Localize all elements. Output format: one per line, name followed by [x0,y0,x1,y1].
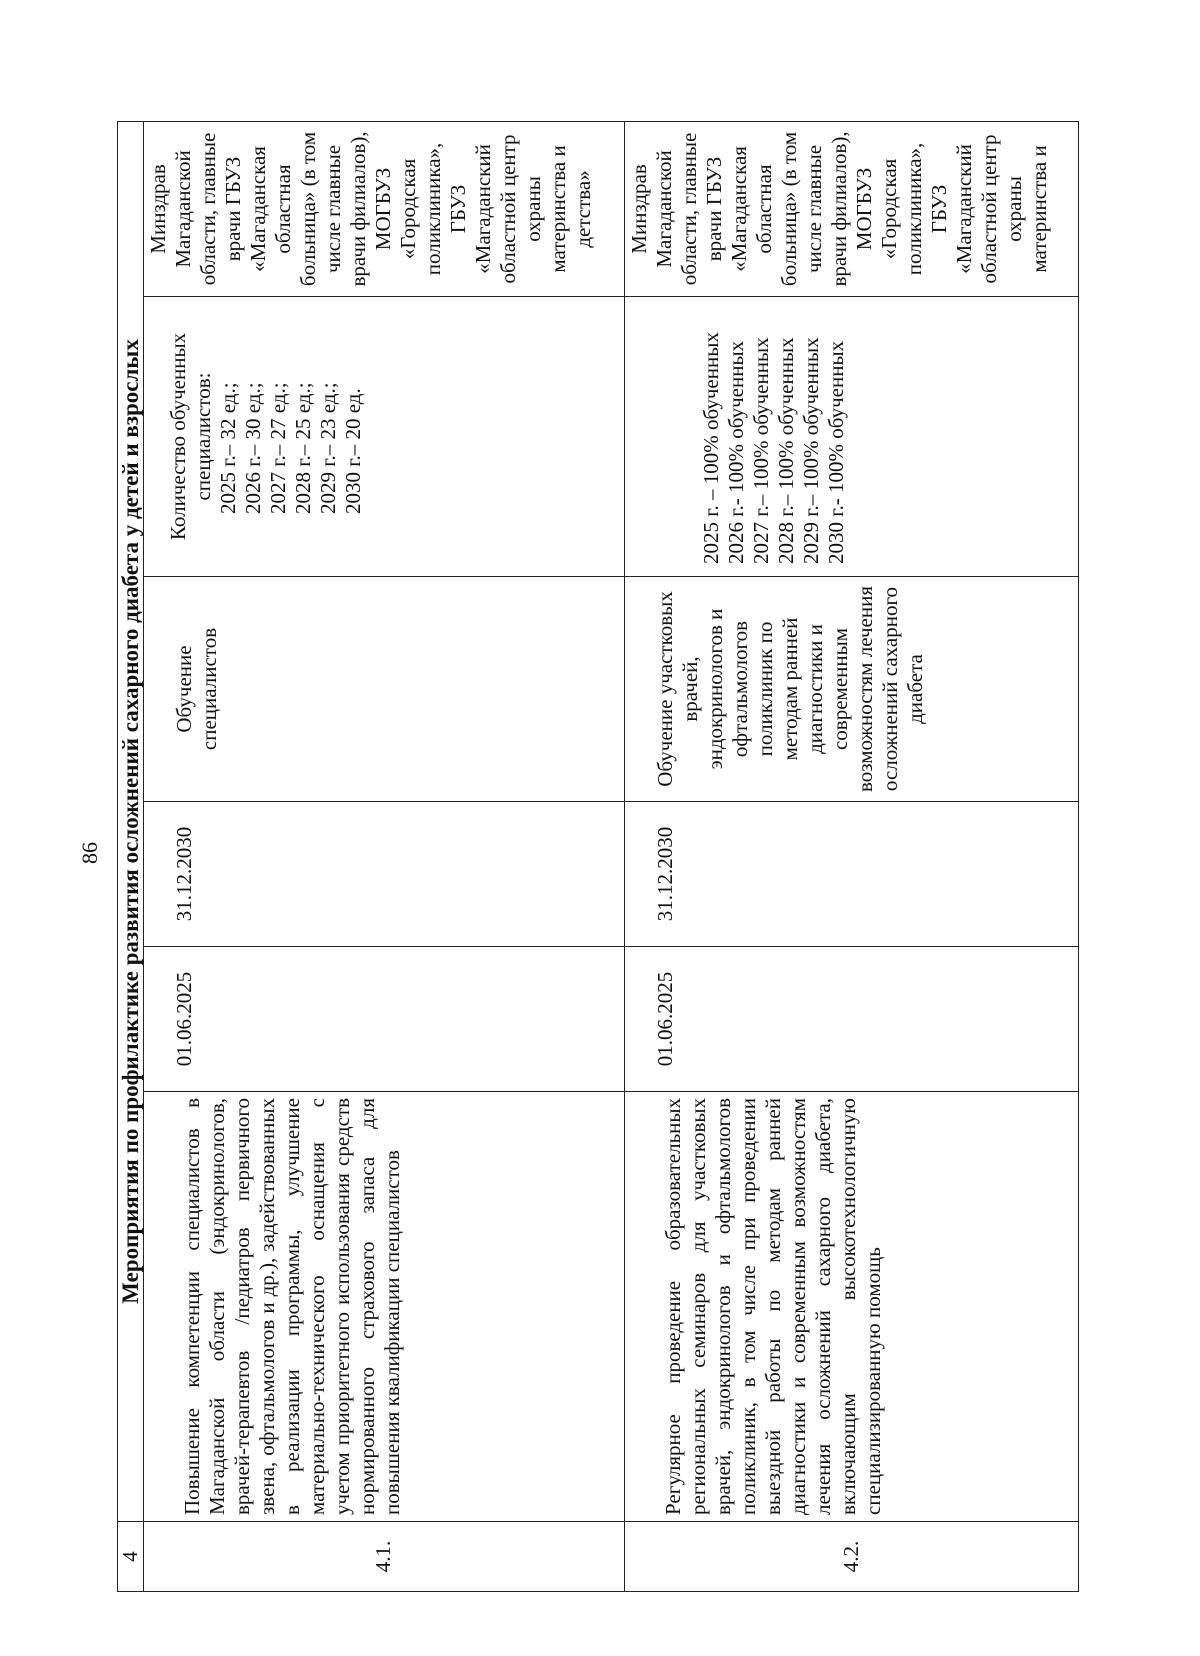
page-number: 86 [77,842,102,864]
indicator-cell [144,297,625,577]
indicator-line: 2029 г.– 100% обученных [798,337,823,564]
row-number: 4.1. [144,1522,625,1592]
rotated-table-container [117,122,1079,1592]
indicator-line: 2028 г.– 100% обученных [773,337,798,564]
header-row [118,121,144,1591]
end-date: 31.12.2030 [624,802,1078,947]
responsible-executors: Минздрав Магаданской области, главные врачи ГБУЗ «Магаданская областная больница» (в том числе главные врачи филиалов), МОГБУЗ «Городская поликлиника», ГБУЗ «Магаданский областной центр охраны материнства и детства» [144,121,625,296]
start-date: 01.06.2025 [144,947,625,1092]
indicator-title: Количество обученных специалистов: [166,332,215,541]
expected-result: Обучение специалистов [144,577,625,802]
start-date: 01.06.2025 [624,947,1078,1092]
indicator-line: 2026 г.– 30 ед.; [241,382,265,514]
measures-table [117,121,1079,1592]
indicator-cell [624,297,1078,577]
indicator-line: 2027 г.– 27 ед.; [266,382,290,514]
responsible-executors: Минздрав Магаданской области, главные врачи ГБУЗ «Магаданская областная больница» (в том числе главные врачи филиалов), МОГБУЗ «Городская поликлиника», ГБУЗ «Магаданский областной центр охраны материнства и [624,121,1078,296]
indicator-line: 2025 г.– 32 ед.; [216,382,240,514]
expected-result: Обучение участковых врачей, эндокринологов и офтальмологов поликлиник по методам ранней диагностики и современным возможностям лечения осложнений сахарного диабета [624,577,1078,802]
measure-description: Регулярное проведение образовательных региональных семинаров для участковых врачей, эндокринологов и офтальмологов поликлиник, в том числе при проведении выездной работы по методам ранней диагностики и современным возможностям лечения осложнений сахарного диабета, включающим высокотехнологичную специализированную помощь [624,1092,1078,1522]
section-title: Мероприятия по профилактике развития осложнений сахарного диабета у детей и взрослых [118,121,144,1521]
indicator-line: 2028 г.– 25 ед.; [291,382,315,514]
indicator-line: 2025 г. – 100% обученных [698,332,723,564]
indicator-line: 2029 г.– 23 ед.; [316,382,340,514]
measure-description: Повышение компетенции специалистов в Магаданской области (эндокринологов, врачей-терапевтов /педиатров первичного звена, офтальмологов и др.), задействованных в реализации программы, улучшение материально-технического оснащения с учетом приоритетного использования средств нормированного страхового запаса для повышения квалификации специалистов [144,1092,625,1522]
row-number: 4.2. [624,1522,1078,1592]
table-row [144,121,625,1591]
indicator-line: 2027 г.– 100% обученных [748,337,773,564]
column-number-header: 4 [118,1522,144,1592]
end-date: 31.12.2030 [144,802,625,947]
table-row [624,121,1078,1591]
indicator-line: 2026 г.- 100% обученных [723,340,748,564]
indicator-line: 2030 г.- 100% обученных [823,340,848,564]
indicator-line: 2030 г.– 20 ед. [341,388,365,514]
